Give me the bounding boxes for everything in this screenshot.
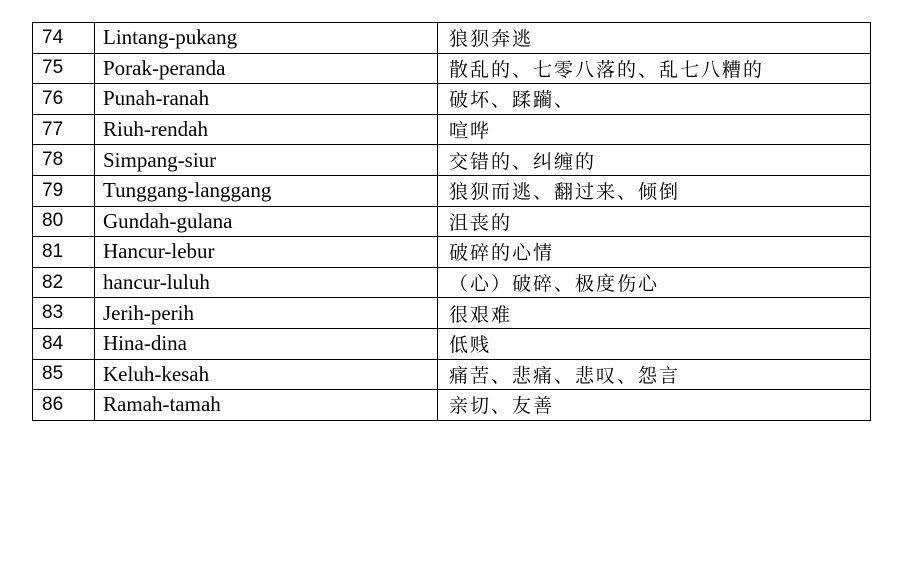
row-number: 86 (33, 390, 95, 421)
chinese-meaning: 喧哗 (438, 114, 871, 145)
table-row (33, 298, 871, 329)
malay-word: Ramah-tamah (95, 390, 438, 421)
chinese-meaning: 散乱的、七零八落的、乱七八糟的 (438, 53, 871, 84)
malay-word: hancur-luluh (95, 267, 438, 298)
chinese-meaning: （心）破碎、极度伤心 (438, 267, 871, 298)
vocabulary-table-body (33, 23, 871, 421)
table-row (33, 328, 871, 359)
row-number: 80 (33, 206, 95, 237)
table-row (33, 84, 871, 115)
table-row (33, 390, 871, 421)
row-number: 77 (33, 114, 95, 145)
chinese-meaning: 狼狈奔逃 (438, 23, 871, 54)
malay-word: Keluh-kesah (95, 359, 438, 390)
table-row (33, 359, 871, 390)
chinese-meaning: 破坏、蹂躏、 (438, 84, 871, 115)
chinese-meaning: 低贱 (438, 328, 871, 359)
table-row (33, 114, 871, 145)
row-number: 75 (33, 53, 95, 84)
table-row (33, 53, 871, 84)
table-row (33, 237, 871, 268)
row-number: 78 (33, 145, 95, 176)
chinese-meaning: 亲切、友善 (438, 390, 871, 421)
chinese-meaning: 沮丧的 (438, 206, 871, 237)
malay-word: Hancur-lebur (95, 237, 438, 268)
malay-word: Riuh-rendah (95, 114, 438, 145)
table-row (33, 175, 871, 206)
chinese-meaning: 痛苦、悲痛、悲叹、怨言 (438, 359, 871, 390)
malay-word: Jerih-perih (95, 298, 438, 329)
table-row (33, 145, 871, 176)
row-number: 85 (33, 359, 95, 390)
malay-word: Hina-dina (95, 328, 438, 359)
malay-word: Tunggang-langgang (95, 175, 438, 206)
malay-word: Punah-ranah (95, 84, 438, 115)
malay-word: Gundah-gulana (95, 206, 438, 237)
malay-word: Porak-peranda (95, 53, 438, 84)
vocabulary-table (32, 22, 871, 421)
chinese-meaning: 很艰难 (438, 298, 871, 329)
chinese-meaning: 狼狈而逃、翻过来、倾倒 (438, 175, 871, 206)
row-number: 84 (33, 328, 95, 359)
row-number: 82 (33, 267, 95, 298)
table-row (33, 267, 871, 298)
row-number: 76 (33, 84, 95, 115)
table-row (33, 206, 871, 237)
chinese-meaning: 破碎的心情 (438, 237, 871, 268)
row-number: 81 (33, 237, 95, 268)
row-number: 74 (33, 23, 95, 54)
row-number: 83 (33, 298, 95, 329)
chinese-meaning: 交错的、纠缠的 (438, 145, 871, 176)
malay-word: Simpang-siur (95, 145, 438, 176)
table-row (33, 23, 871, 54)
malay-word: Lintang-pukang (95, 23, 438, 54)
row-number: 79 (33, 175, 95, 206)
